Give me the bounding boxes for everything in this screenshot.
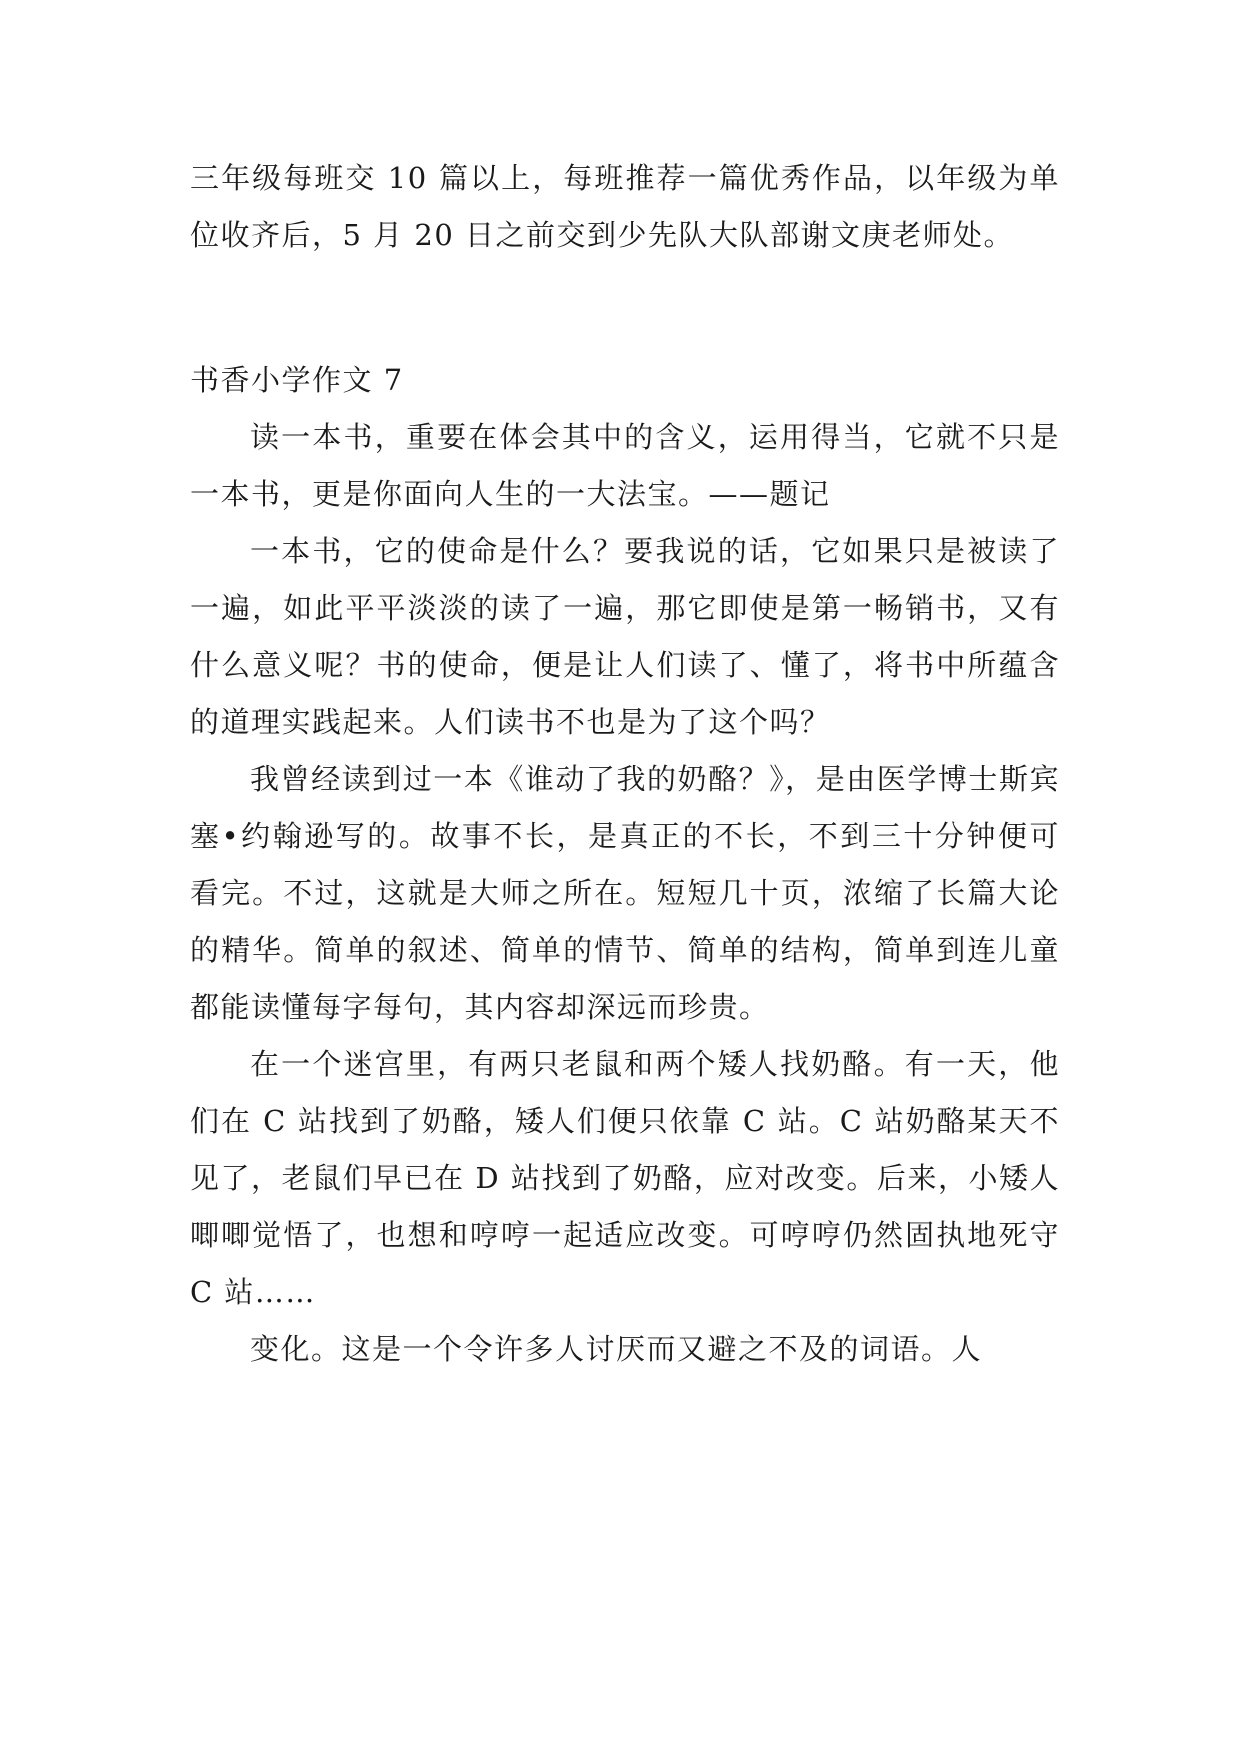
paragraph-story: 在一个迷宫里，有两只老鼠和两个矮人找奶酪。有一天，他们在 C 站找到了奶酪，矮人们便只依靠 C 站。C 站奶酪某天不见了，老鼠们早已在 D 站找到了奶酪，应对改变。后来，小矮人唧唧觉悟了，也想和哼哼一起适应改变。可哼哼仍然固执地死守 C 站…… (190, 1047, 1060, 1309)
intro-paragraph: 三年级每班交 10 篇以上，每班推荐一篇优秀作品，以年级为单位收齐后，5 月 20 日之前交到少先队大队部谢文庚老师处。 (190, 161, 1060, 252)
section-title: 书香小学作文 7 (190, 363, 404, 397)
paragraph-book-intro: 我曾经读到过一本《谁动了我的奶酪？》，是由医学博士斯宾塞•约翰逊写的。故事不长，是真正的不长，不到三十分钟便可看完。不过，这就是大师之所在。短短几十页，浓缩了长篇大论的精华。简单的叙述、简单的情节、简单的结构，简单到连儿童都能读懂每字每句，其内容却深远而珍贵。 (190, 762, 1060, 1024)
paragraph-change: 变化。这是一个令许多人讨厌而又避之不及的词语。人 (250, 1332, 983, 1366)
paragraph-book-mission: 一本书，它的使命是什么？要我说的话，它如果只是被读了一遍，如此平平淡淡的读了一遍，那它即使是第一畅销书，又有什么意义呢？书的使命，便是让人们读了、懂了，将书中所蕴含的道理实践起来。人们读书不也是为了这个吗？ (190, 534, 1060, 739)
paragraph-epigraph: 读一本书，重要在体会其中的含义，运用得当，它就不只是一本书，更是你面向人生的一大法宝。——题记 (190, 420, 1060, 511)
essay-block (190, 352, 1060, 1378)
intro-block (190, 150, 1060, 264)
